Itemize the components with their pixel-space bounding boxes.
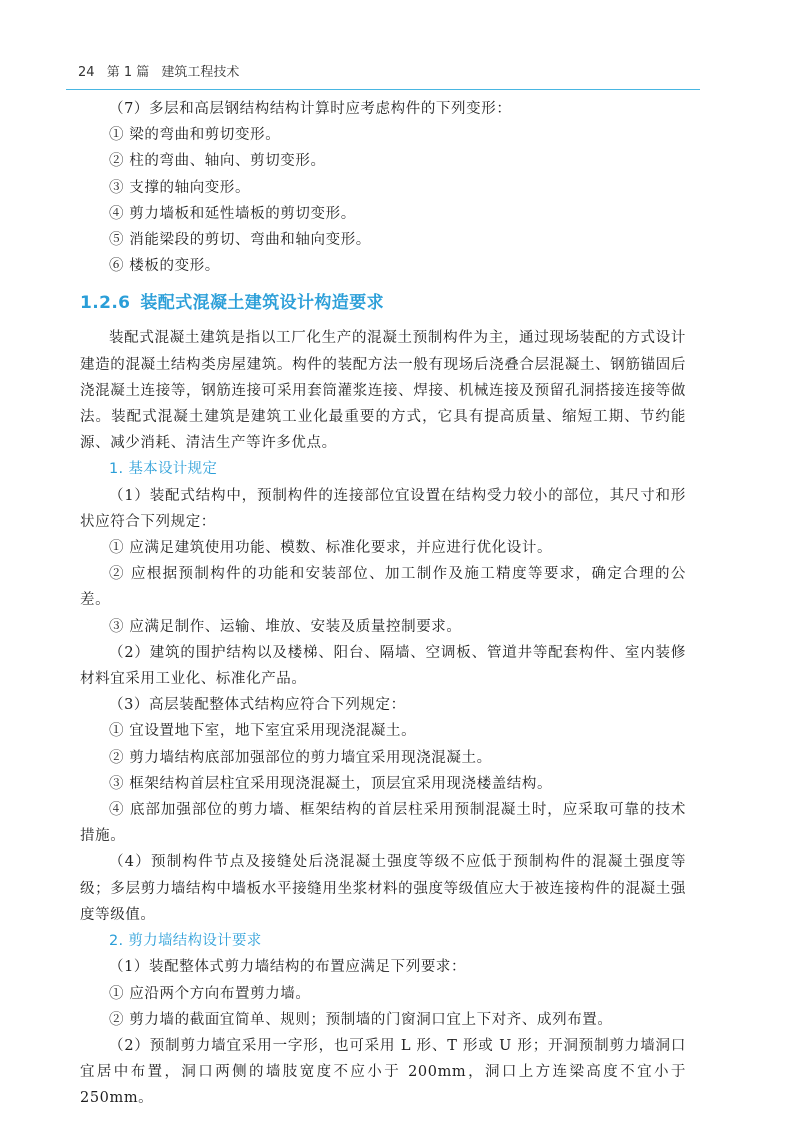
paragraph: （7）多层和高层钢结构结构计算时应考虑构件的下列变形： bbox=[109, 101, 512, 117]
part-label: 第 1 篇 bbox=[106, 65, 150, 80]
paragraph: （3）高层装配整体式结构应符合下列规定： bbox=[109, 697, 406, 714]
paragraph: （1）装配式结构中，预制构件的连接部位宜设置在结构受力较小的部位，其尺寸和形状应符合下列规定： bbox=[80, 487, 686, 530]
paragraph: ② 柱的弯曲、轴向、剪切变形。 bbox=[109, 153, 326, 170]
body-text bbox=[80, 96, 686, 1112]
header-rule bbox=[66, 89, 700, 90]
paragraph: ① 宜设置地下室，地下室宜采用现浇混凝土。 bbox=[109, 723, 417, 740]
header-title: 建筑工程技术 bbox=[161, 65, 240, 80]
paragraph: ④ 剪力墙板和延性墙板的剪切变形。 bbox=[109, 205, 356, 222]
running-header bbox=[78, 62, 696, 84]
paragraph: 装配式混凝土建筑是指以工厂化生产的混凝土预制构件为主，通过现场装配的方式设计建造的混凝土结构类房屋建筑。构件的装配方法一般有现场后浇叠合层混凝土、钢筋锚固后浇混凝土连接等，钢筋连接可采用套筒灌浆连接、焊接、机械连接及预留孔洞搭接连接等做法。装配式混凝土建筑是建筑工业化最重要的方式，它具有提高质量、缩短工期、节约能源、减少消耗、清洁生产等许多优点。 bbox=[80, 330, 686, 452]
section-number: 1.2.6 bbox=[80, 293, 131, 314]
paragraph: ③ 支撑的轴向变形。 bbox=[109, 179, 251, 196]
paragraph: ② 剪力墙结构底部加强部位的剪力墙宜采用现浇混凝土。 bbox=[109, 749, 492, 766]
paragraph: ④ 底部加强部位的剪力墙、框架结构的首层柱采用预制混凝土时，应采取可靠的技术措施。 bbox=[80, 802, 686, 845]
paragraph: （4）预制构件节点及接缝处后浇混凝土强度等级不应低于预制构件的混凝土强度等级；多层剪力墙结构中墙板水平接缝用坐浆材料的强度等级值应大于被连接构件的混凝土强度等级值。 bbox=[80, 854, 686, 923]
paragraph: （1）装配整体式剪力墙结构的布置应满足下列要求： bbox=[109, 959, 467, 976]
paragraph: （2）预制剪力墙宜采用一字形，也可采用 L 形、T 形或 U 形；开洞预制剪力墙洞口宜居中布置，洞口两侧的墙肢宽度不应小于 200mm，洞口上方连梁高度不宜小于 250mm。 bbox=[80, 1037, 686, 1107]
paragraph: ⑥ 楼板的变形。 bbox=[109, 258, 220, 275]
paragraph: ③ 框架结构首层柱宜采用现浇混凝土，顶层宜采用现浇楼盖结构。 bbox=[109, 775, 553, 792]
subsection-heading: 2. 剪力墙结构设计要求 bbox=[109, 933, 262, 950]
paragraph: ① 应满足建筑使用功能、模数、标准化要求，并应进行优化设计。 bbox=[109, 540, 553, 557]
paragraph: ② 应根据预制构件的功能和安装部位、加工制作及施工精度等要求，确定合理的公差。 bbox=[80, 566, 686, 609]
section-heading bbox=[80, 289, 686, 317]
paragraph: ③ 应满足制作、运输、堆放、安装及质量控制要求。 bbox=[109, 618, 462, 635]
section-title: 装配式混凝土建筑设计构造要求 bbox=[140, 293, 385, 314]
paragraph: （2）建筑的围护结构以及楼梯、阳台、隔墙、空调板、管道井等配套构件、室内装修材料宜采用工业化、标准化产品。 bbox=[80, 644, 686, 688]
paragraph: ① 应沿两个方向布置剪力墙。 bbox=[109, 985, 311, 1002]
paragraph: ② 剪力墙的截面宜简单、规则；预制墙的门窗洞口宜上下对齐、成列布置。 bbox=[109, 1011, 613, 1028]
subsection-heading: 1. 基本设计规定 bbox=[109, 461, 218, 478]
paragraph: ① 梁的弯曲和剪切变形。 bbox=[109, 127, 281, 144]
paragraph: ⑤ 消能梁段的剪切、弯曲和轴向变形。 bbox=[109, 232, 371, 249]
page-number: 24 bbox=[78, 65, 95, 80]
